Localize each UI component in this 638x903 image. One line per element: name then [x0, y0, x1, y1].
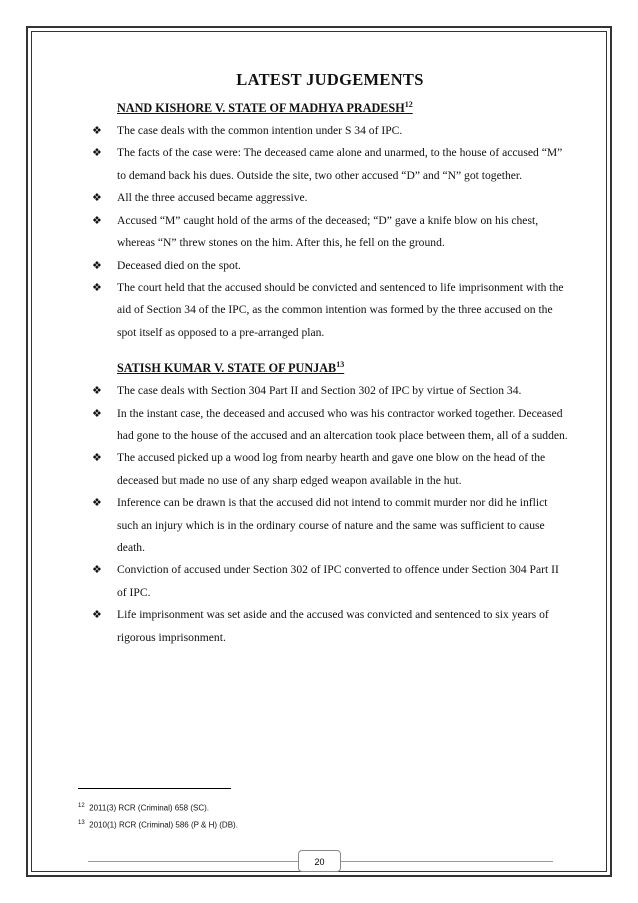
- list-item: ❖ The case deals with the common intention under S 34 of IPC.: [90, 120, 570, 142]
- page-title: LATEST JUDGEMENTS: [236, 70, 424, 89]
- list-item: ❖ The case deals with Section 304 Part II and Section 302 of IPC by virtue of Section 34.: [90, 380, 570, 402]
- case-section-1: [90, 100, 570, 344]
- list-item: ❖ Deceased died on the spot.: [90, 255, 570, 277]
- case-heading-text: NAND KISHORE V. STATE OF MADHYA PRADESH: [117, 101, 405, 116]
- case-heading: [117, 100, 570, 116]
- list-item: ❖ Conviction of accused under Section 302 of IPC converted to offence under Section 304 Part II of IPC.: [90, 559, 570, 604]
- diamond-bullet-icon: ❖: [92, 214, 102, 227]
- case-points-list: [90, 380, 570, 649]
- list-item: ❖ Life imprisonment was set aside and the accused was convicted and sentenced to six years of rigorous imprisonment.: [90, 604, 570, 649]
- diamond-bullet-icon: ❖: [92, 259, 102, 272]
- list-item: ❖ In the instant case, the deceased and accused who was his contractor worked together. Deceased had gone to the house of the accused and an altercation took place between them, all of a sudden.: [90, 403, 570, 448]
- footnote: $^{12}$ 2011(3) RCR (Criminal) 658 (SC).: [78, 803, 210, 813]
- list-item: ❖ Inference can be drawn is that the accused did not intend to commit murder nor did he inflict such an injury which is in the ordinary course of nature and the same was sufficient to cause death.: [90, 492, 570, 559]
- diamond-bullet-icon: ❖: [92, 452, 102, 465]
- list-item: ❖ The facts of the case were: The deceased came alone and unarmed, to the house of accused “M” to demand back his dues. Outside the site, two other accused “D” and “N” got together.: [90, 142, 570, 187]
- footnote-separator: [78, 788, 231, 789]
- diamond-bullet-icon: ❖: [92, 125, 102, 138]
- case-section-2: [90, 360, 570, 649]
- list-item: ❖ The accused picked up a wood log from nearby hearth and gave one blow on the head of the deceased but made no use of any sharp edged weapon available in the hut.: [90, 447, 570, 492]
- diamond-bullet-icon: ❖: [92, 407, 102, 420]
- list-item: ❖ All the three accused became aggressive.: [90, 187, 570, 209]
- case-heading-text: SATISH KUMAR V. STATE OF PUNJAB: [117, 361, 337, 376]
- page-number: 20: [298, 850, 341, 872]
- footnote: $^{13}$ 2010(1) RCR (Criminal) 586 (P & H) (DB).: [78, 819, 238, 830]
- document-body: [90, 70, 570, 649]
- footer-rule-left: [88, 861, 298, 862]
- diamond-bullet-icon: ❖: [92, 609, 102, 622]
- footnote-ref: 13: [336, 360, 345, 370]
- case-points-list: [90, 120, 570, 344]
- footer-rule-right: [341, 861, 553, 862]
- diamond-bullet-icon: ❖: [92, 147, 102, 160]
- diamond-bullet-icon: ❖: [92, 497, 102, 510]
- list-item: ❖ Accused “M” caught hold of the arms of the deceased; “D” gave a knife blow on his chest, whereas “N” threw stones on the him. After this, he fell on the ground.: [90, 210, 570, 255]
- footnote-ref: 12: [404, 100, 413, 109]
- diamond-bullet-icon: ❖: [92, 192, 102, 205]
- diamond-bullet-icon: ❖: [92, 564, 102, 577]
- footnotes: [78, 799, 238, 832]
- list-item: ❖ The court held that the accused should be convicted and sentenced to life imprisonment with the aid of Section 34 of the IPC, as the common intention was formed by the three accused on the spot itself as opposed to a pre-arranged plan.: [90, 277, 570, 344]
- case-heading: [117, 360, 570, 376]
- diamond-bullet-icon: ❖: [92, 385, 102, 398]
- diamond-bullet-icon: ❖: [92, 281, 102, 294]
